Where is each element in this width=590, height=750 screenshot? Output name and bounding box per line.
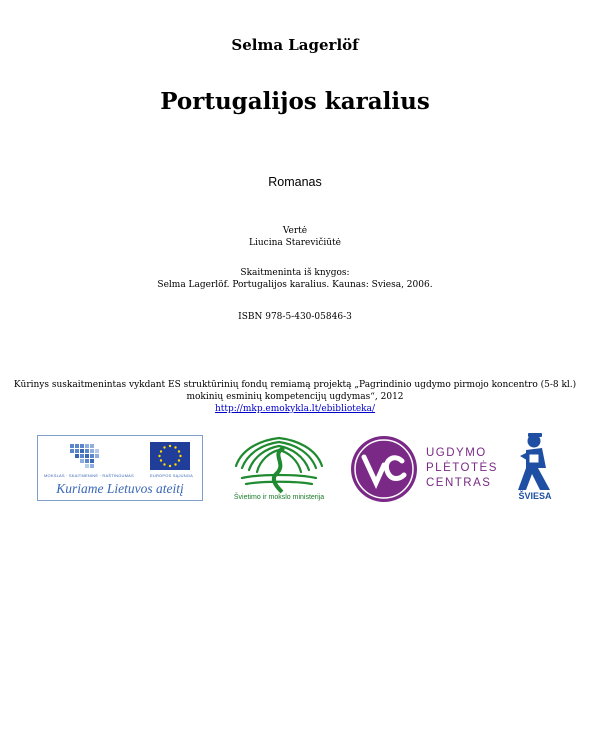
project-line-1: Kūrinys suskaitmenintas vykdant ES struktūrinių fondų remiamą projektą „Pagrindinio ugdymo pirmojo koncentro (5-8 kl.) bbox=[13, 380, 577, 390]
author-name: Selma Lagerlöf bbox=[231, 36, 359, 54]
source-citation: Selma Lagerlöf. Portugalijos karalius. Kaunas: Sviesa, 2006. bbox=[157, 280, 433, 290]
ebiblioteka-link[interactable]: http://mkp.emokykla.lt/ebiblioteka/ bbox=[214, 404, 376, 414]
upc-emblem-icon bbox=[350, 435, 418, 503]
sviesa-figure-icon bbox=[516, 432, 554, 492]
translator-block bbox=[0, 225, 590, 249]
book-genre: Romanas bbox=[268, 175, 322, 189]
sviesa-label: ŠVIESA bbox=[518, 491, 552, 501]
book-title: Portugalijos karalius bbox=[160, 88, 430, 115]
sponsor-logos bbox=[0, 432, 590, 510]
upc-line-1: UGDYMO bbox=[426, 447, 487, 459]
translator-name: Liucina Starevičiūtė bbox=[249, 238, 341, 248]
project-line-2: mokinių esminių kompetencijų ugdymas“, 2012 bbox=[186, 392, 404, 402]
translator-label: Vertė bbox=[282, 226, 308, 236]
eu-motto: Kuriame Lietuvos ateitį bbox=[56, 481, 184, 496]
upc-wordmark bbox=[426, 446, 498, 491]
ministry-emblem-icon bbox=[232, 434, 326, 494]
ministry-label: Švietimo ir mokslo ministerija bbox=[233, 494, 325, 501]
eu-funds-logo bbox=[37, 435, 203, 501]
upc-line-3: CENTRAS bbox=[426, 477, 492, 489]
upc-line-2: PLĖTOTĖS bbox=[426, 462, 498, 474]
eu-org-right: EUROPOS SĄJUNGA bbox=[150, 473, 194, 478]
source-label: Skaitmeninta iš knygos: bbox=[240, 268, 350, 278]
isbn: ISBN 978-5-430-05846-3 bbox=[238, 312, 352, 322]
eu-org-left: MOKSLAS · SKAITMENINĖ · RAŠTINGUMAS bbox=[44, 473, 134, 478]
source-block bbox=[0, 267, 590, 291]
project-note bbox=[4, 379, 586, 415]
